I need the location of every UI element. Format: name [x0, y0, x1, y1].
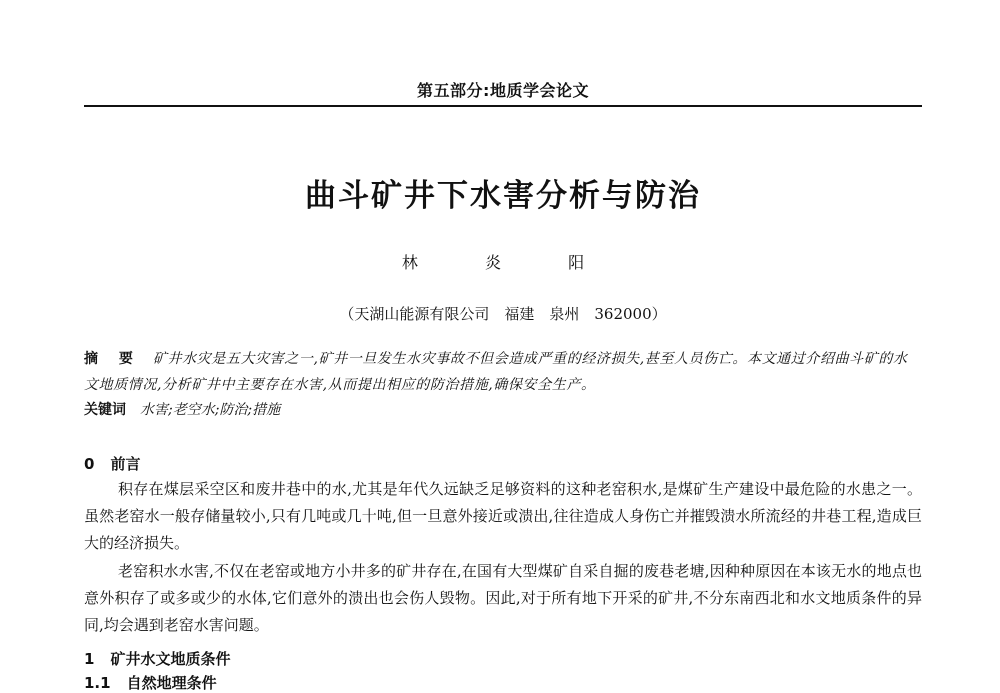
header-rule — [84, 105, 922, 107]
section-number: 1 — [84, 650, 95, 668]
abstract-block — [84, 346, 922, 398]
section-number: 0 — [84, 455, 95, 473]
affiliation: （天湖山能源有限公司 福建 泉州 362000） — [339, 305, 667, 323]
keywords-label: 关键词 — [84, 402, 126, 418]
body-paragraph: 老窑积水水害,不仅在老窑或地方小井多的矿井存在,在国有大型煤矿自采自掘的废巷老塘,因种种原因在本该无水的地点也意外积存了或多或少的水体,它们意外的溃出也会伤人毁物。因此,对于所有地下开采的矿井,不分东南西北和水文地质条件的异同,均会遇到老窑水害问题。 — [84, 562, 922, 634]
keywords-block — [84, 397, 922, 423]
paper-title: 曲斗矿井下水害分析与防治 — [305, 178, 701, 214]
section-heading-intro — [84, 453, 140, 474]
body-paragraph: 积存在煤层采空区和废井巷中的水,尤其是年代久远缺乏足够资料的这种老窑积水,是煤矿生产建设中最危险的水患之一。虽然老窑水一般存储量较小,只有几吨或几十吨,但一旦意外接近或溃出,往往造成人身伤亡并摧毁溃水所流经的井巷工程,造成巨大的经济损失。 — [84, 480, 922, 552]
running-head: 第五部分:地质学会论文 — [417, 81, 589, 100]
abstract-text: 矿井水灾是五大灾害之一,矿井一旦发生水灾事故不但会造成严重的经济损失,甚至人员伤亡。本文通过介绍曲斗矿的水文地质情况,分析矿井中主要存在水害,从而提出相应的防治措施,确保安全生产。 — [84, 351, 908, 393]
section-title: 前言 — [110, 455, 141, 473]
section-heading-hydrogeology — [84, 648, 230, 669]
author-name: 林 炎 阳 — [401, 253, 605, 272]
section-title: 自然地理条件 — [126, 674, 217, 692]
section-title: 矿井水文地质条件 — [110, 650, 231, 668]
keywords-text: 水害;老空水;防治;措施 — [140, 402, 281, 418]
section-number: 1.1 — [84, 674, 111, 692]
abstract-label: 摘 要 — [84, 351, 141, 367]
